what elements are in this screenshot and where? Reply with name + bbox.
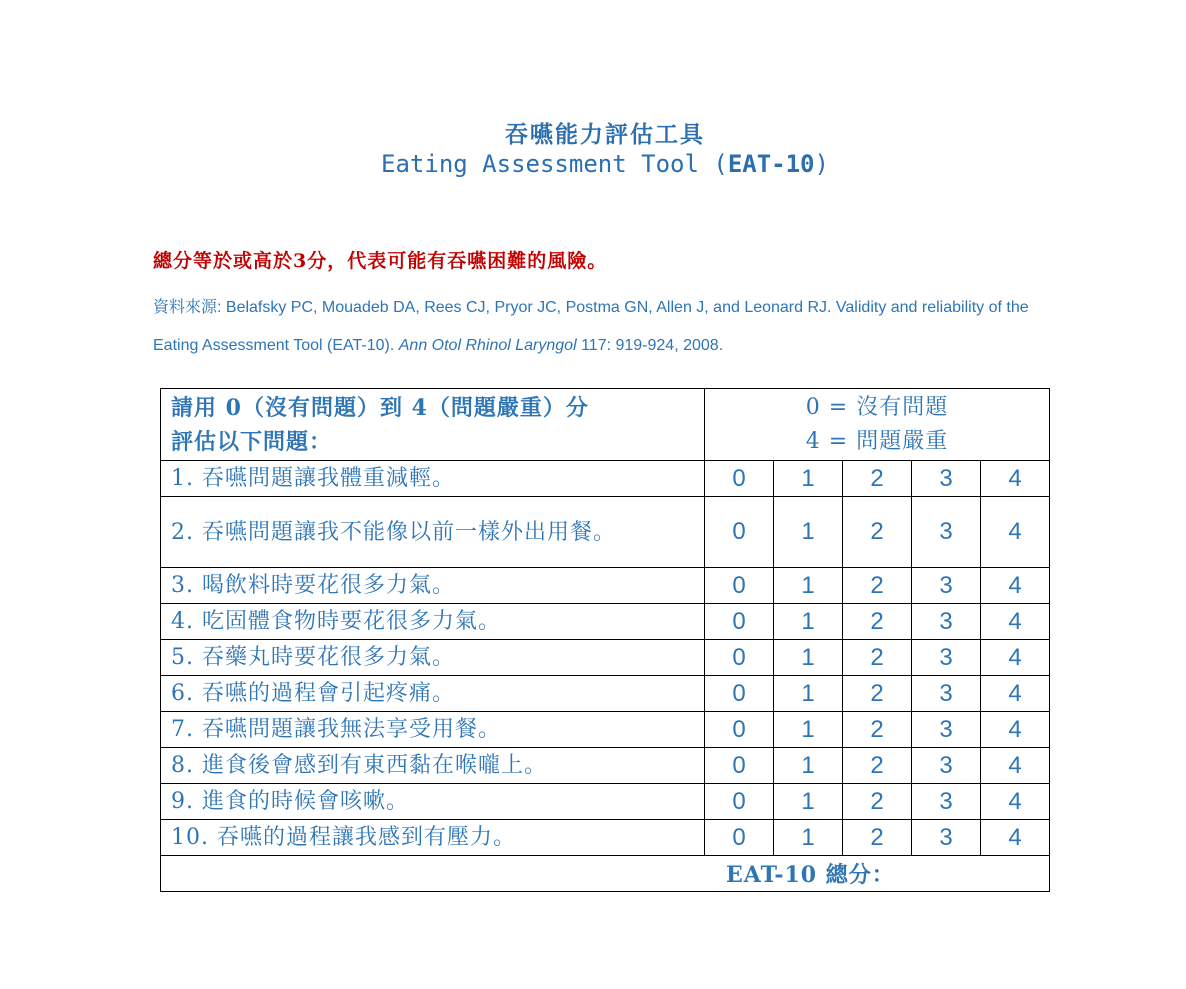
- source-journal: Ann Otol Rhinol Laryngol: [398, 337, 577, 354]
- question-text: 3. 喝飲料時要花很多力氣。: [161, 568, 705, 604]
- score-option-2[interactable]: 2: [843, 820, 912, 856]
- instruction-line-1: 請用 0（沒有問題）到 4（問題嚴重）分: [171, 394, 589, 421]
- score-option-0[interactable]: 0: [705, 712, 774, 748]
- score-option-1[interactable]: 1: [774, 820, 843, 856]
- score-option-3[interactable]: 3: [912, 712, 981, 748]
- question-row: [161, 676, 1050, 712]
- risk-warning: 總分等於或高於3分，代表可能有吞嚥困難的風險。: [153, 250, 608, 272]
- score-option-3[interactable]: 3: [912, 461, 981, 497]
- instruction-line-2: 評估以下問題：: [171, 428, 333, 455]
- score-option-3[interactable]: 3: [912, 676, 981, 712]
- score-option-2[interactable]: 2: [843, 640, 912, 676]
- scale-legend-cell: [705, 389, 1050, 461]
- scale-line-2: 4 = 問題嚴重: [805, 428, 949, 454]
- score-option-3[interactable]: 3: [912, 820, 981, 856]
- score-option-0[interactable]: 0: [705, 568, 774, 604]
- score-option-1[interactable]: 1: [774, 784, 843, 820]
- score-option-1[interactable]: 1: [774, 640, 843, 676]
- score-option-4[interactable]: 4: [981, 640, 1050, 676]
- score-option-3[interactable]: 3: [912, 784, 981, 820]
- score-option-0[interactable]: 0: [705, 676, 774, 712]
- score-option-0[interactable]: 0: [705, 497, 774, 568]
- scale-line-1: 0 = 沒有問題: [805, 394, 949, 420]
- score-option-2[interactable]: 2: [843, 461, 912, 497]
- score-option-2[interactable]: 2: [843, 604, 912, 640]
- score-option-4[interactable]: 4: [981, 604, 1050, 640]
- question-text: 6. 吞嚥的過程會引起疼痛。: [161, 676, 705, 712]
- source-prefix: 資料來源: Belafsky PC, Mouadeb DA, Rees CJ, Pryor JC, Postma GN, Allen J, and Leonard RJ. Validity and reliability of the Eating Assessment Tool (EAT-10).: [153, 299, 1029, 354]
- question-text: 7. 吞嚥問題讓我無法享受用餐。: [161, 712, 705, 748]
- score-option-3[interactable]: 3: [912, 497, 981, 568]
- question-row: [161, 640, 1050, 676]
- question-row: [161, 568, 1050, 604]
- score-option-3[interactable]: 3: [912, 748, 981, 784]
- score-option-4[interactable]: 4: [981, 820, 1050, 856]
- score-option-1[interactable]: 1: [774, 497, 843, 568]
- score-option-2[interactable]: 2: [843, 784, 912, 820]
- question-row: [161, 820, 1050, 856]
- title-en-bold: EAT-10: [727, 150, 815, 178]
- score-option-1[interactable]: 1: [774, 748, 843, 784]
- instruction-cell: [161, 389, 705, 461]
- score-option-4[interactable]: 4: [981, 461, 1050, 497]
- score-option-4[interactable]: 4: [981, 497, 1050, 568]
- score-option-0[interactable]: 0: [705, 604, 774, 640]
- score-option-4[interactable]: 4: [981, 784, 1050, 820]
- score-option-4[interactable]: 4: [981, 748, 1050, 784]
- question-row: [161, 497, 1050, 568]
- score-option-2[interactable]: 2: [843, 712, 912, 748]
- score-option-0[interactable]: 0: [705, 461, 774, 497]
- page-title-english: [12, 150, 1186, 178]
- score-option-3[interactable]: 3: [912, 568, 981, 604]
- question-row: [161, 784, 1050, 820]
- question-text: 1. 吞嚥問題讓我體重減輕。: [161, 461, 705, 497]
- score-option-1[interactable]: 1: [774, 461, 843, 497]
- question-text: 8. 進食後會感到有東西黏在喉嚨上。: [161, 748, 705, 784]
- score-option-1[interactable]: 1: [774, 604, 843, 640]
- question-text: 4. 吃固體食物時要花很多力氣。: [161, 604, 705, 640]
- score-option-0[interactable]: 0: [705, 820, 774, 856]
- score-option-1[interactable]: 1: [774, 712, 843, 748]
- question-row: [161, 712, 1050, 748]
- page-title-chinese: 吞嚥能力評估工具: [505, 121, 705, 148]
- score-option-3[interactable]: 3: [912, 604, 981, 640]
- score-option-3[interactable]: 3: [912, 640, 981, 676]
- score-option-4[interactable]: 4: [981, 568, 1050, 604]
- score-option-0[interactable]: 0: [705, 640, 774, 676]
- score-option-4[interactable]: 4: [981, 676, 1050, 712]
- score-option-2[interactable]: 2: [843, 568, 912, 604]
- table-header-row: [161, 389, 1050, 461]
- score-option-0[interactable]: 0: [705, 784, 774, 820]
- total-score-label[interactable]: EAT-10 總分：: [161, 856, 1050, 892]
- score-option-2[interactable]: 2: [843, 676, 912, 712]
- title-en-suffix: ): [814, 150, 829, 178]
- score-option-2[interactable]: 2: [843, 497, 912, 568]
- question-row: [161, 748, 1050, 784]
- question-text: 10. 吞嚥的過程讓我感到有壓力。: [161, 820, 705, 856]
- question-row: [161, 604, 1050, 640]
- question-text: 9. 進食的時候會咳嗽。: [161, 784, 705, 820]
- score-option-4[interactable]: 4: [981, 712, 1050, 748]
- title-en-prefix: Eating Assessment Tool (: [381, 150, 728, 178]
- score-option-2[interactable]: 2: [843, 748, 912, 784]
- question-row: [161, 461, 1050, 497]
- source-suffix: 117: 919-924, 2008.: [576, 337, 724, 354]
- total-row: [161, 856, 1050, 892]
- score-option-1[interactable]: 1: [774, 568, 843, 604]
- eat10-table: [160, 388, 1050, 892]
- score-option-0[interactable]: 0: [705, 748, 774, 784]
- question-text: 2. 吞嚥問題讓我不能像以前一樣外出用餐。: [161, 497, 705, 568]
- question-text: 5. 吞藥丸時要花很多力氣。: [161, 640, 705, 676]
- source-citation: [153, 289, 1058, 365]
- score-option-1[interactable]: 1: [774, 676, 843, 712]
